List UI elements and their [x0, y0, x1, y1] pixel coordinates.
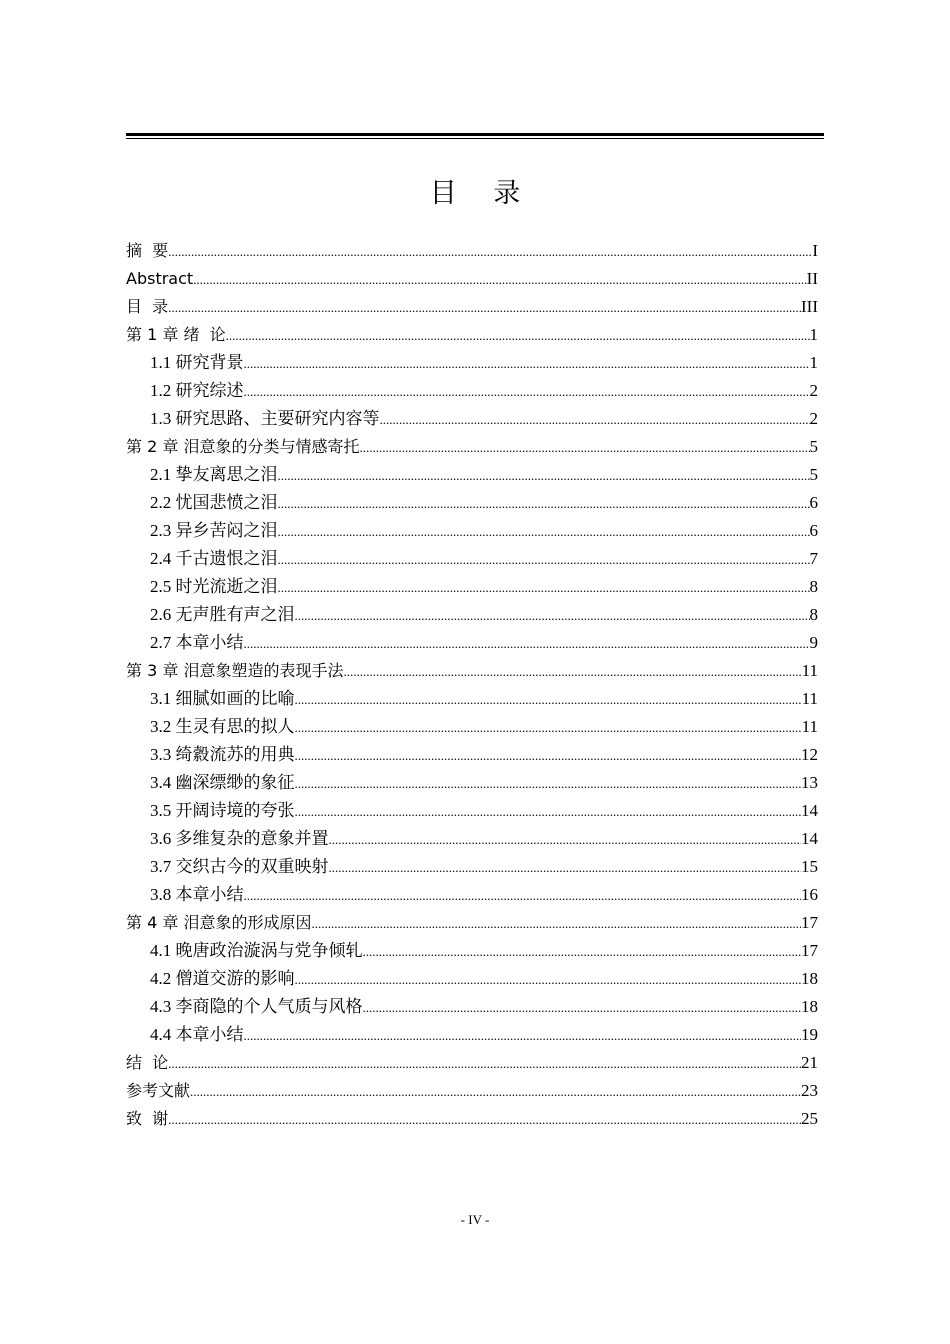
toc-dot-leader: [190, 1078, 801, 1106]
toc-dot-leader: [295, 686, 802, 714]
toc-entry-label: 致 谢: [126, 1109, 169, 1128]
toc-entry[interactable]: [126, 601, 818, 629]
toc-entry[interactable]: [126, 657, 818, 685]
toc-entry[interactable]: [126, 1077, 818, 1105]
toc-entry-page-number: 11: [801, 661, 818, 680]
toc-dot-leader: [278, 546, 810, 574]
toc-entry-label: 4.2 僧道交游的影响: [150, 969, 295, 988]
toc-entry[interactable]: [126, 797, 818, 825]
toc-entry[interactable]: [126, 685, 818, 713]
toc-entry-page-number: III: [801, 297, 818, 316]
toc-entry-label: 2.5 时光流逝之泪: [150, 577, 278, 596]
toc-entry-label: 4.3 李商隐的个人气质与风格: [150, 997, 363, 1016]
toc-dot-leader: [295, 798, 802, 826]
toc-entry-label: 2.4 千古遗恨之泪: [150, 549, 278, 568]
toc-entry[interactable]: [126, 545, 818, 573]
toc-entry-page-number: 23: [801, 1081, 818, 1100]
toc-entry[interactable]: [126, 769, 818, 797]
toc-dot-leader: [343, 658, 801, 686]
toc-dot-leader: [295, 966, 802, 994]
toc-entry[interactable]: [126, 1105, 818, 1133]
toc-entry-page-number: 13: [801, 773, 818, 792]
toc-entry-page-number: 18: [801, 969, 818, 988]
toc-entry[interactable]: [126, 321, 818, 349]
toc-entry[interactable]: [126, 881, 818, 909]
toc-entry[interactable]: [126, 965, 818, 993]
toc-entry-page-number: 8: [809, 577, 818, 596]
toc-entry-page-number: 5: [809, 437, 818, 456]
toc-dot-leader: [278, 490, 810, 518]
toc-entry-label: 第 2 章 泪意象的分类与情感寄托: [126, 437, 360, 456]
toc-entry-page-number: II: [806, 269, 818, 288]
toc-entry[interactable]: [126, 825, 818, 853]
toc-dot-leader: [311, 910, 801, 938]
toc-entry-page-number: 5: [809, 465, 818, 484]
toc-dot-leader: [168, 1106, 801, 1134]
toc-entry[interactable]: [126, 489, 818, 517]
toc-dot-leader: [295, 770, 802, 798]
toc-dot-leader: [380, 406, 810, 434]
toc-entry[interactable]: [126, 937, 818, 965]
toc-entry[interactable]: [126, 237, 818, 265]
toc-entry-label: 2.2 忧国悲愤之泪: [150, 493, 278, 512]
toc-dot-leader: [295, 602, 810, 630]
toc-entry[interactable]: [126, 433, 818, 461]
toc-dot-leader: [168, 294, 801, 322]
toc-entry-label: 3.7 交织古今的双重映射: [150, 857, 329, 876]
toc-entry[interactable]: [126, 265, 818, 293]
toc-entry-label: 参考文献: [126, 1081, 191, 1100]
toc-entry-label: 目 录: [126, 297, 169, 316]
toc-dot-leader: [363, 994, 802, 1022]
toc-dot-leader: [244, 350, 810, 378]
toc-entry-page-number: 17: [801, 913, 818, 932]
toc-dot-leader: [329, 854, 802, 882]
toc-entry-label: 3.2 生灵有思的拟人: [150, 717, 295, 736]
toc-dot-leader: [278, 518, 810, 546]
toc-entry-page-number: 2: [809, 409, 818, 428]
toc-entry[interactable]: [126, 629, 818, 657]
toc-entry-label: 3.6 多维复杂的意象并置: [150, 829, 329, 848]
toc-entry[interactable]: [126, 1021, 818, 1049]
toc-entry-label: 2.3 异乡苦闷之泪: [150, 521, 278, 540]
toc-dot-leader: [329, 826, 802, 854]
toc-entry-page-number: 19: [801, 1025, 818, 1044]
toc-entry-label: 3.5 开阔诗境的夸张: [150, 801, 295, 820]
toc-entry-page-number: 11: [801, 717, 818, 736]
toc-entry[interactable]: [126, 293, 818, 321]
toc-dot-leader: [193, 266, 807, 294]
toc-entry-label: 2.7 本章小结: [150, 633, 244, 652]
toc-dot-leader: [278, 462, 810, 490]
toc-entry-page-number: 11: [801, 689, 818, 708]
toc-entry-page-number: 16: [801, 885, 818, 904]
toc-entry-page-number: 18: [801, 997, 818, 1016]
toc-entry[interactable]: [126, 909, 818, 937]
toc-dot-leader: [295, 714, 802, 742]
toc-entry-page-number: 1: [809, 353, 818, 372]
toc-entry-label: 3.4 幽深缥缈的象征: [150, 773, 295, 792]
toc-entry-label: 4.4 本章小结: [150, 1025, 244, 1044]
toc-entry-label: 2.1 挚友离思之泪: [150, 465, 278, 484]
toc-entry-label: Abstract: [126, 269, 194, 288]
toc-dot-leader: [278, 574, 810, 602]
toc-entry-label: 3.3 绮縠流苏的用典: [150, 745, 295, 764]
header-rule-thick: [126, 133, 824, 136]
toc-entry-label: 摘 要: [126, 241, 169, 260]
toc-entry[interactable]: [126, 377, 818, 405]
toc-dot-leader: [226, 322, 810, 350]
toc-entry[interactable]: [126, 573, 818, 601]
toc-entry[interactable]: [126, 713, 818, 741]
toc-entry-label: 2.6 无声胜有声之泪: [150, 605, 295, 624]
page-title: 目 录: [429, 178, 535, 209]
toc-entry-label: 3.1 细腻如画的比喻: [150, 689, 295, 708]
toc-dot-leader: [244, 1022, 802, 1050]
toc-entry-page-number: I: [812, 241, 818, 260]
toc-dot-leader: [244, 378, 810, 406]
toc-entry-page-number: 2: [809, 381, 818, 400]
toc-entry-page-number: 17: [801, 941, 818, 960]
toc-entry-label: 结 论: [126, 1053, 169, 1072]
toc-entry[interactable]: [126, 993, 818, 1021]
toc-entry-page-number: 21: [801, 1053, 818, 1072]
toc-entry-page-number: 6: [809, 493, 818, 512]
toc-entry-page-number: 9: [809, 633, 818, 652]
toc-entry-page-number: 15: [801, 857, 818, 876]
toc-entry-page-number: 14: [801, 829, 818, 848]
toc-entry-label: 第 3 章 泪意象塑造的表现手法: [126, 661, 344, 680]
toc-entry-label: 3.8 本章小结: [150, 885, 244, 904]
toc-entry[interactable]: [126, 517, 818, 545]
toc-entry-label: 1.3 研究思路、主要研究内容等: [150, 409, 380, 428]
toc-entry-page-number: 7: [809, 549, 818, 568]
toc-entry-label: 4.1 晚唐政治漩涡与党争倾轧: [150, 941, 363, 960]
toc-entry-page-number: 1: [809, 325, 818, 344]
table-of-contents: [126, 237, 818, 1133]
toc-entry[interactable]: [126, 405, 818, 433]
toc-dot-leader: [244, 630, 810, 658]
toc-entry-page-number: 14: [801, 801, 818, 820]
toc-dot-leader: [168, 1050, 801, 1078]
toc-entry-page-number: 8: [809, 605, 818, 624]
toc-entry[interactable]: [126, 349, 818, 377]
header-rule-thin: [126, 138, 824, 139]
toc-entry-label: 1.2 研究综述: [150, 381, 244, 400]
toc-dot-leader: [295, 742, 802, 770]
toc-entry-page-number: 6: [809, 521, 818, 540]
toc-entry[interactable]: [126, 461, 818, 489]
toc-dot-leader: [244, 882, 802, 910]
toc-dot-leader: [359, 434, 809, 462]
toc-entry-label: 第 4 章 泪意象的形成原因: [126, 913, 312, 932]
toc-entry-label: 1.1 研究背景: [150, 353, 244, 372]
toc-entry[interactable]: [126, 1049, 818, 1077]
page-number-footer: - IV -: [460, 1212, 490, 1227]
toc-entry-page-number: 25: [801, 1109, 818, 1128]
toc-entry-page-number: 12: [801, 745, 818, 764]
toc-entry[interactable]: [126, 853, 818, 881]
toc-dot-leader: [363, 938, 802, 966]
toc-dot-leader: [168, 238, 812, 266]
toc-entry-label: 第 1 章 绪 论: [126, 325, 226, 344]
toc-entry[interactable]: [126, 741, 818, 769]
